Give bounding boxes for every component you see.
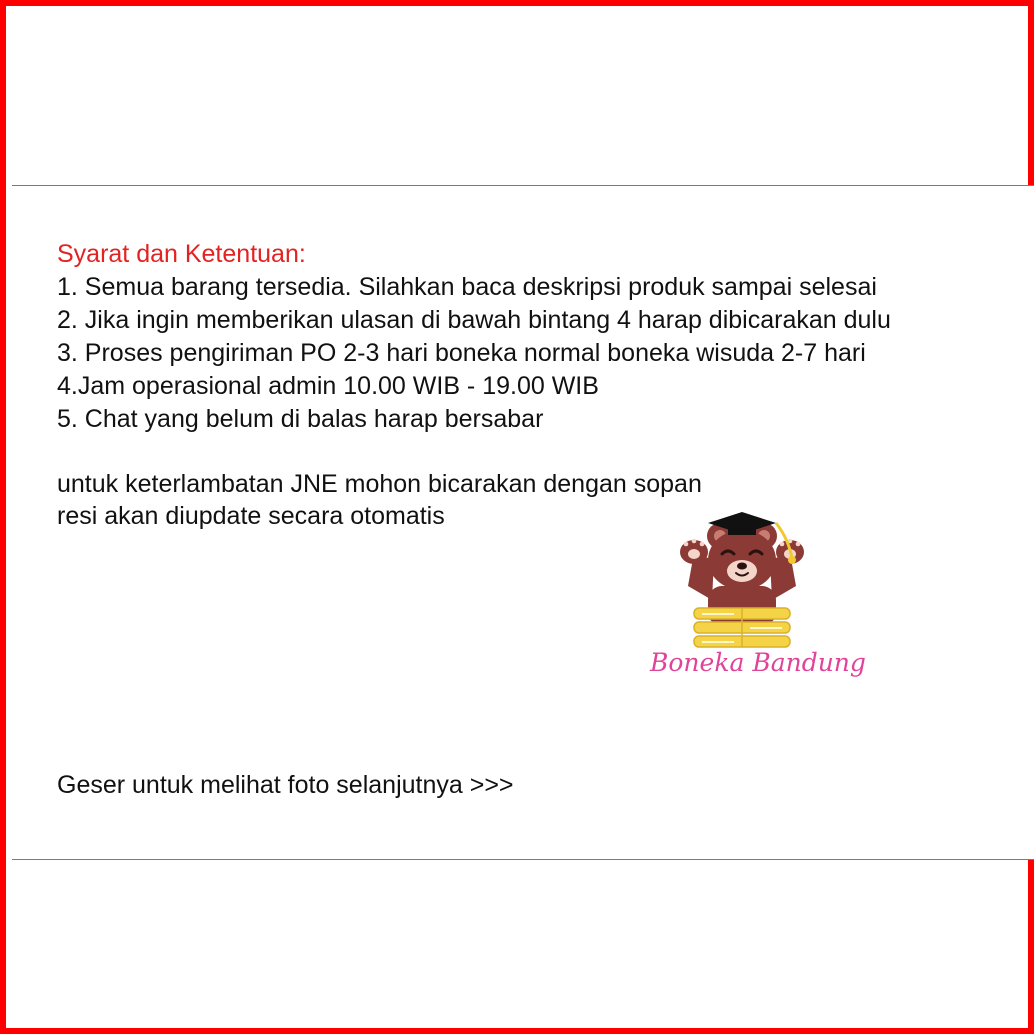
terms-item: 1. Semua barang tersedia. Silahkan baca deskripsi produk sampai selesai xyxy=(57,273,877,301)
note-line: untuk keterlambatan JNE mohon bicarakan dengan sopan xyxy=(57,470,702,498)
terms-item: 4.Jam operasional admin 10.00 WIB - 19.00 WIB xyxy=(57,372,599,400)
terms-title: Syarat dan Ketentuan: xyxy=(57,240,306,268)
terms-item: 3. Proses pengiriman PO 2-3 hari boneka normal boneka wisuda 2-7 hari xyxy=(57,339,866,367)
brand-name: Boneka Bandung xyxy=(650,648,866,677)
terms-card xyxy=(12,185,1034,860)
brand-logo xyxy=(642,508,866,703)
terms-item: 2. Jika ingin memberikan ulasan di bawah bintang 4 harap dibicarakan dulu xyxy=(57,306,891,334)
note-line: resi akan diupdate secara otomatis xyxy=(57,502,445,530)
terms-section xyxy=(57,238,891,436)
shipping-notes xyxy=(57,468,702,532)
swipe-hint: Geser untuk melihat foto selanjutnya >>> xyxy=(57,771,514,799)
terms-item: 5. Chat yang belum di balas harap bersabar xyxy=(57,405,544,433)
graduation-bear-icon xyxy=(642,508,842,658)
